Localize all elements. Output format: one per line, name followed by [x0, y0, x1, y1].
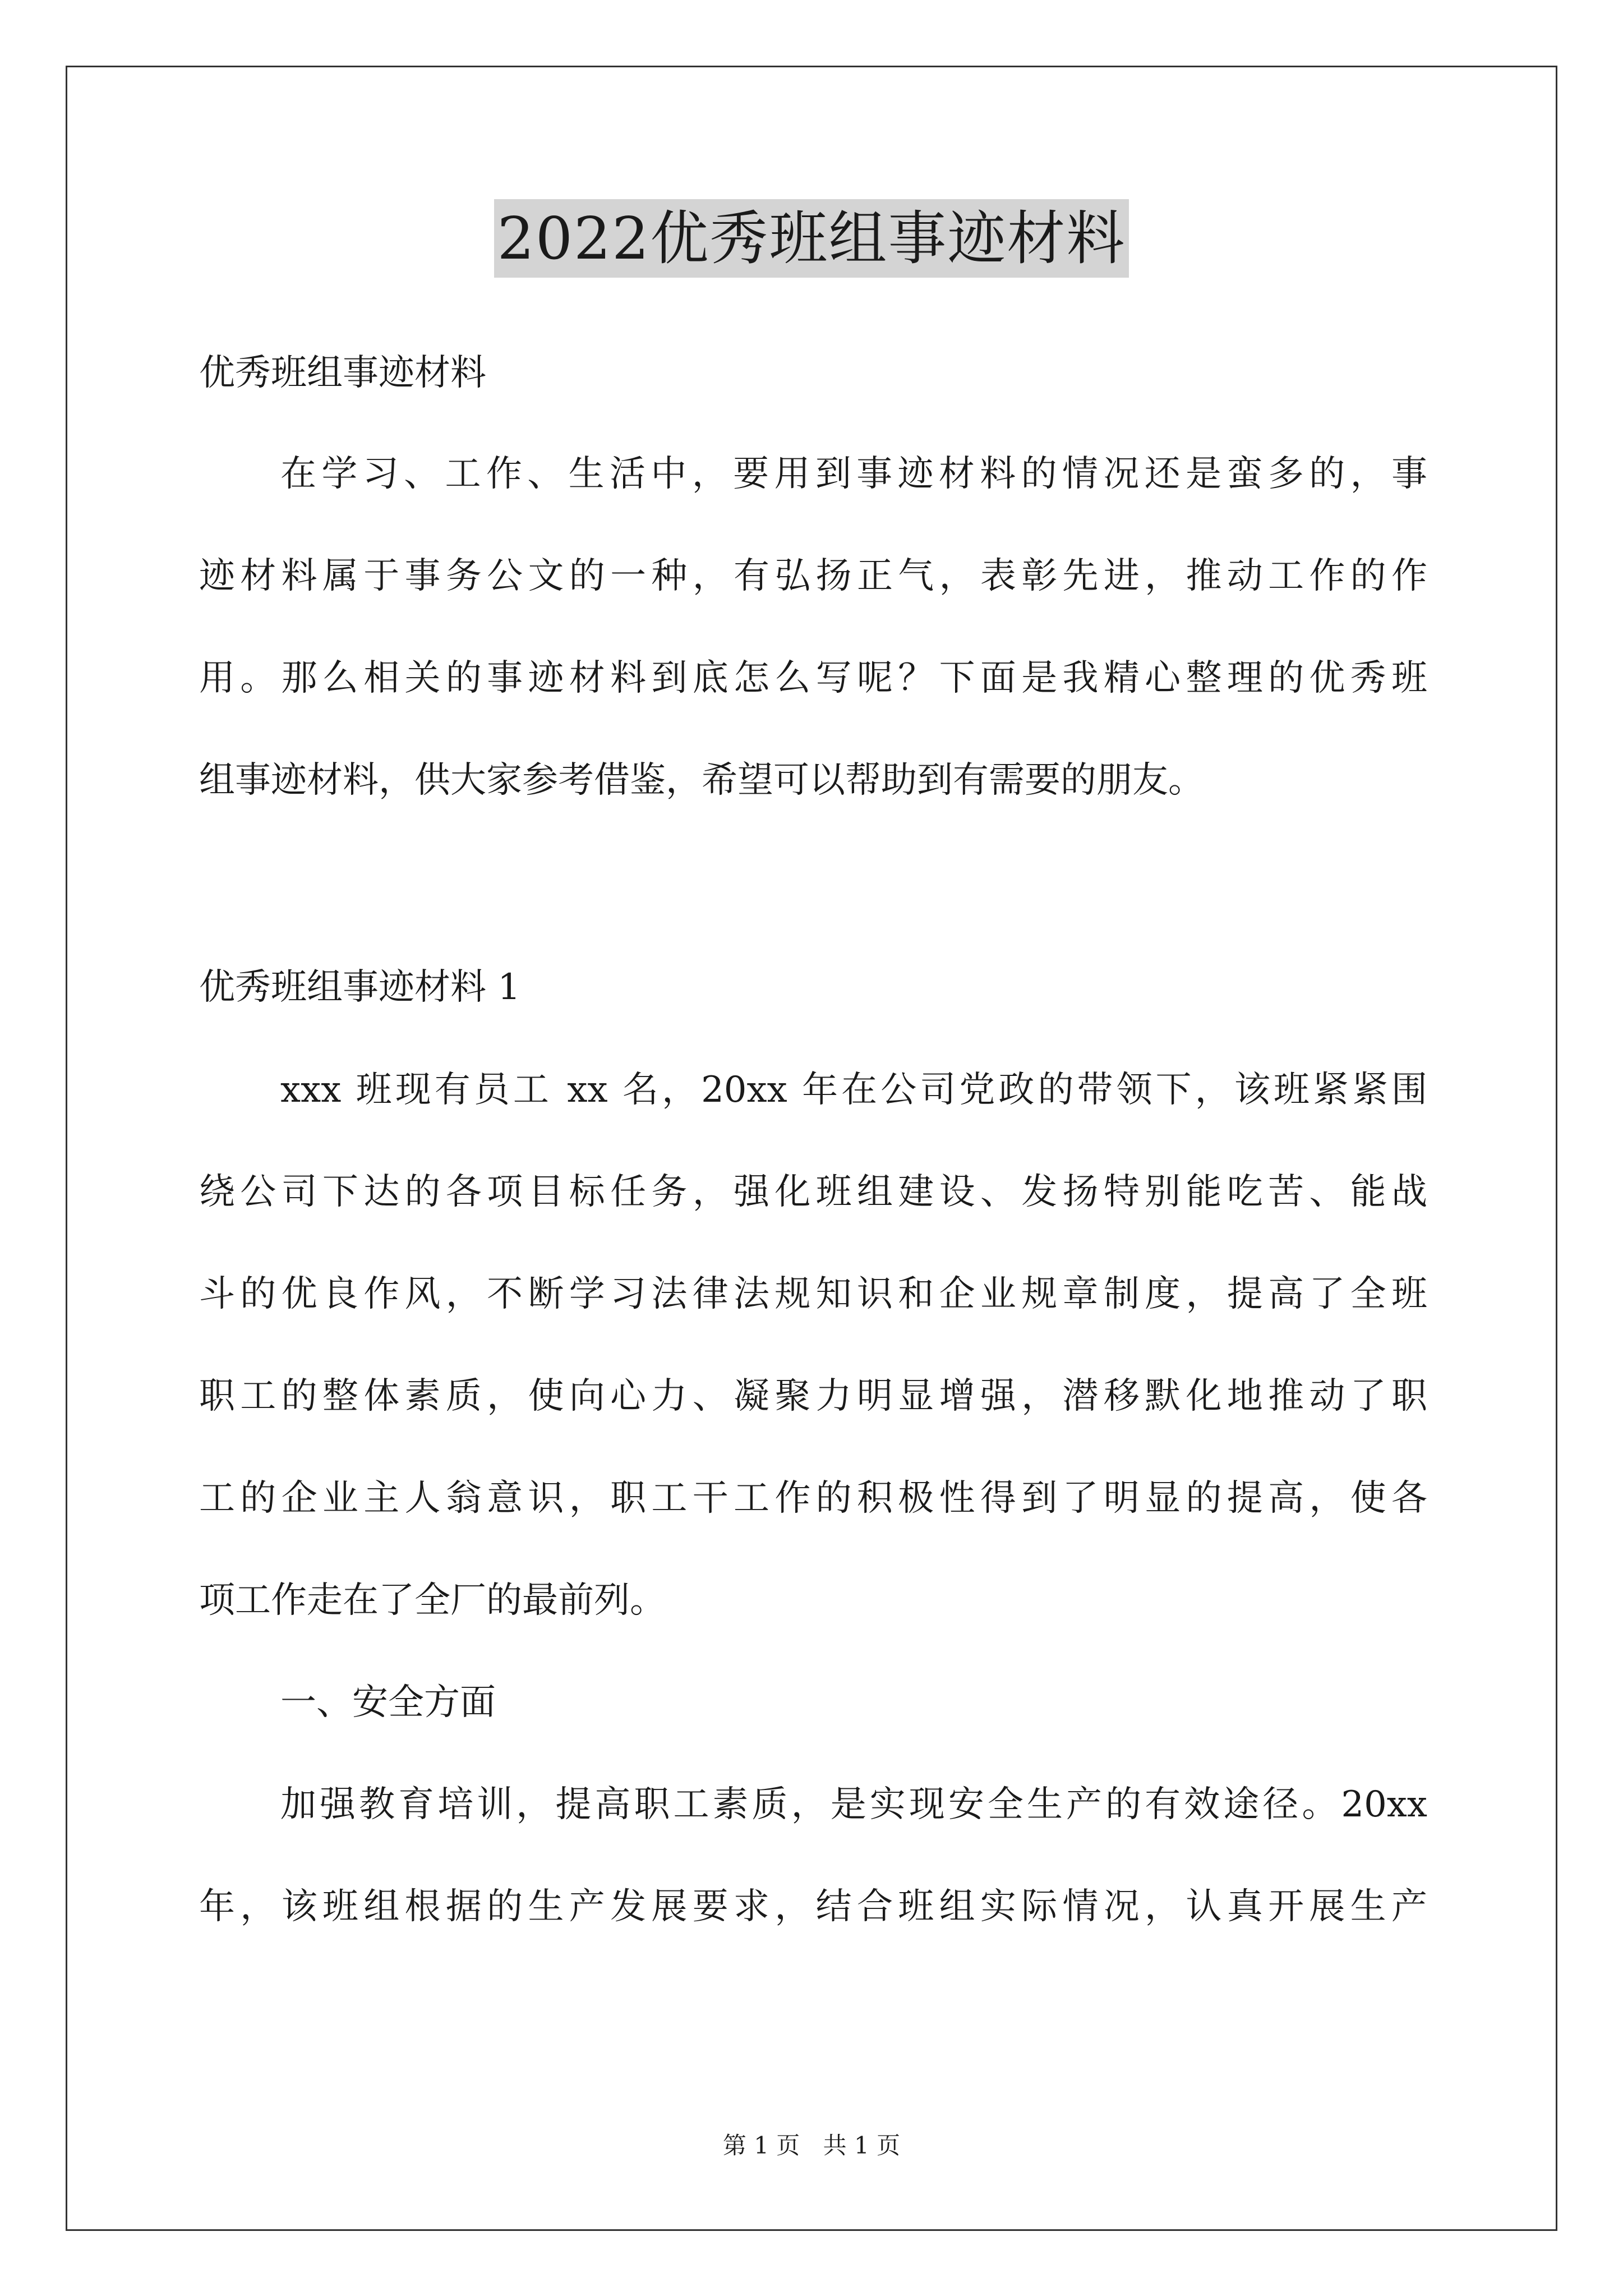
body-line: 年，该班组根据的生产发展要求，结合班组实际情况，认真开展生产: [199, 1886, 1427, 1927]
intro-line: 用。那么相关的事迹材料到底怎么写呢？下面是我精心整理的优秀班: [199, 657, 1427, 699]
title-container: [0, 199, 1623, 278]
page-number-current: 第 1 页: [722, 2132, 800, 2159]
intro-line: 在学习、工作、生活中，要用到事迹材料的情况还是蛮多的，事: [280, 453, 1427, 495]
page-number-total: 共 1 页: [823, 2132, 901, 2159]
body-line: 斗的优良作风，不断学习法律法规知识和企业规章制度，提高了全班: [199, 1273, 1427, 1315]
section-heading: 优秀班组事迹材料 1: [199, 967, 521, 1008]
body-line: 绕公司下达的各项目标任务，强化班组建设、发扬特别能吃苦、能战: [199, 1171, 1427, 1213]
subheading-safety: 一、安全方面: [280, 1682, 496, 1723]
body-line: 工的企业主人翁意识，职工干工作的积极性得到了明显的提高，使各: [199, 1478, 1427, 1519]
document-subtitle: 优秀班组事迹材料: [199, 352, 486, 394]
intro-line: 迹材料属于事务公文的一种，有弘扬正气，表彰先进，推动工作的作: [199, 555, 1427, 597]
page-footer: [0, 2129, 1623, 2162]
body-line: 项工作走在了全厂的最前列。: [199, 1580, 666, 1621]
intro-line: 组事迹材料，供大家参考借鉴，希望可以帮助到有需要的朋友。: [199, 760, 1204, 801]
body-line: xxx 班现有员工 xx 名，20xx 年在公司党政的带领下，该班紧紧围: [280, 1069, 1427, 1111]
body-line: 加强教育培训，提高职工素质，是实现安全生产的有效途径。20xx: [280, 1784, 1427, 1825]
document-title: 2022优秀班组事迹材料: [494, 199, 1129, 278]
body-line: 职工的整体素质，使向心力、凝聚力明显增强，潜移默化地推动了职: [199, 1375, 1427, 1417]
